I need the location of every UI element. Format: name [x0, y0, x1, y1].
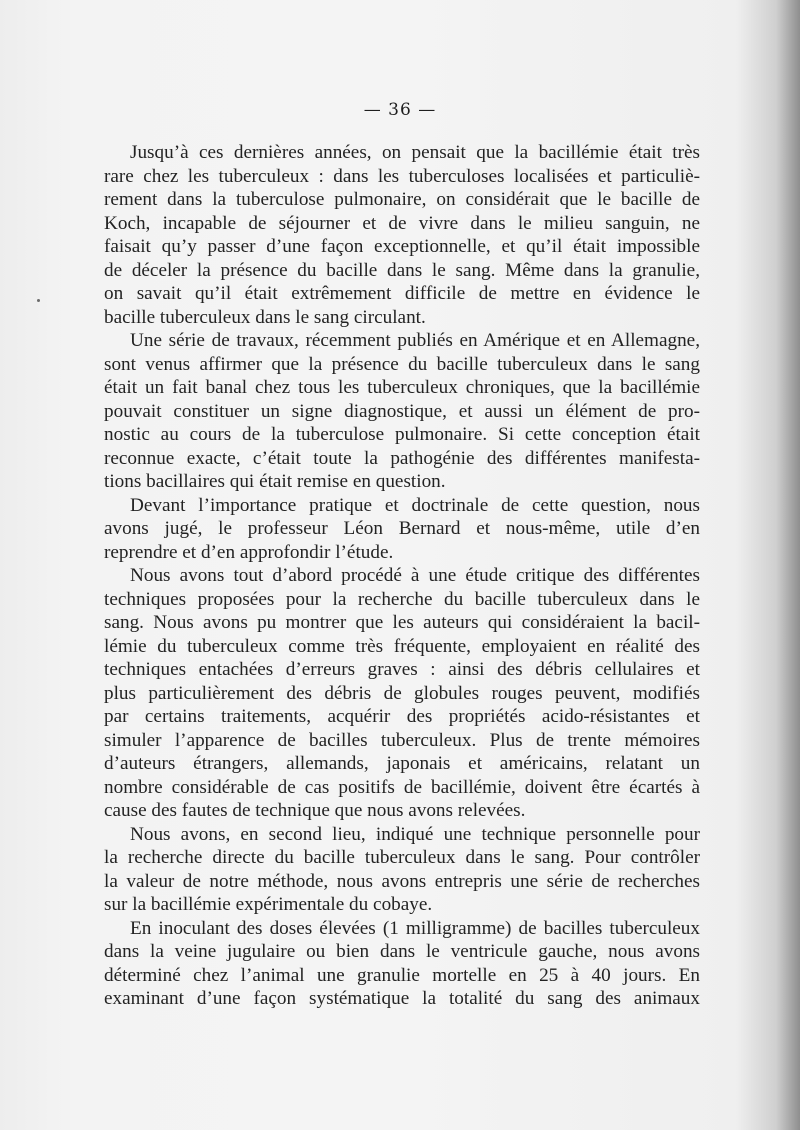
text-line: la recherche directe du bacille tuberculeux dans le sang. Pour contrôler [104, 847, 700, 868]
page-number: — 36 — [363, 100, 437, 120]
text-line: Koch, incapable de séjourner et de vivre dans le milieu sanguin, ne [104, 212, 700, 234]
text-line: nombre considérable de cas positifs de bacillémie, doivent être écartés à [104, 776, 700, 798]
paragraph [104, 329, 700, 494]
text-line: lémie du tuberculeux comme très fréquente, employaient en réalité des [104, 635, 700, 657]
text-line: faisait qu’y passer d’une façon exceptionnelle, et qu’il était impossible [104, 236, 700, 257]
text-line: de déceler la présence du bacille dans le sang. Même dans la granulie, [104, 259, 700, 281]
text-line: reconnue exacte, c’était toute la pathogénie des différentes manifesta- [104, 447, 700, 469]
text-line: examinant d’une façon systématique la totalité du sang des animaux [104, 988, 700, 1009]
paragraph [104, 823, 700, 917]
text-line: pouvait constituer un signe diagnostique, et aussi un élément de pro- [104, 400, 700, 422]
text-line: rement dans la tuberculose pulmonaire, on considérait que le bacille de [104, 189, 700, 210]
text-line: Une série de travaux, récemment publiés en Amérique et en Allemagne, [130, 330, 700, 351]
text-line: Jusqu’à ces dernières années, on pensait que la bacillémie était très [130, 142, 700, 163]
text-line: avons jugé, le professeur Léon Bernard et nous-même, utile d’en [104, 518, 700, 539]
paragraph [104, 917, 700, 1011]
paragraph [104, 494, 700, 565]
text-line: Nous avons, en second lieu, indiqué une technique personnelle pour [130, 823, 700, 845]
text-line: la valeur de notre méthode, nous avons entrepris une série de recherches [104, 870, 700, 892]
text-line: déterminé chez l’animal une granulie mortelle en 25 à 40 jours. En [104, 964, 700, 986]
text-line: Nous avons tout d’abord procédé à une étude critique des différentes [130, 565, 700, 586]
text-line: était un fait banal chez tous les tuberculeux chroniques, que la bacillémie [104, 377, 700, 398]
paragraph [104, 141, 700, 329]
text-line: cause des fautes de technique que nous avons relevées. [104, 800, 526, 821]
text-line: d’auteurs étrangers, allemands, japonais et américains, relatant un [104, 753, 700, 774]
text-line: dans la veine jugulaire ou bien dans le ventricule gauche, nous avons [104, 941, 700, 962]
text-line: techniques proposées pour la recherche du bacille tuberculeux dans le [104, 588, 700, 610]
text-line: rare chez les tuberculeux : dans les tuberculoses localisées et particuliè- [104, 165, 700, 187]
text-line: sur la bacillémie expérimentale du cobaye. [104, 894, 433, 915]
text-line: simuler l’apparence de bacilles tuberculeux. Plus de trente mémoires [104, 729, 700, 751]
print-speck [37, 299, 40, 302]
text-line: par certains traitements, acquérir des propriétés acido-résistantes et [104, 706, 700, 727]
paragraph [104, 564, 700, 823]
text-line: plus particulièrement des débris de globules rouges peuvent, modifiés [104, 682, 700, 704]
text-line: sang. Nous avons pu montrer que les auteurs qui considéraient la bacil- [104, 612, 700, 633]
text-line: sont venus affirmer que la présence du bacille tuberculeux dans le sang [104, 353, 700, 375]
text-line: techniques entachées d’erreurs graves : ainsi des débris cellulaires et [104, 659, 700, 680]
text-line: En inoculant des doses élevées (1 milligramme) de bacilles tuberculeux [130, 917, 700, 939]
text-line: reprendre et d’en approfondir l’étude. [104, 541, 394, 563]
text-line: on savait qu’il était extrêmement difficile de mettre en évidence le [104, 283, 700, 304]
text-line: tions bacillaires qui était remise en question. [104, 471, 446, 492]
body-text [104, 141, 700, 1011]
text-line: Devant l’importance pratique et doctrinale de cette question, nous [130, 494, 700, 516]
text-line: nostic au cours de la tuberculose pulmonaire. Si cette conception était [104, 424, 700, 445]
text-line: bacille tuberculeux dans le sang circulant. [104, 306, 426, 328]
